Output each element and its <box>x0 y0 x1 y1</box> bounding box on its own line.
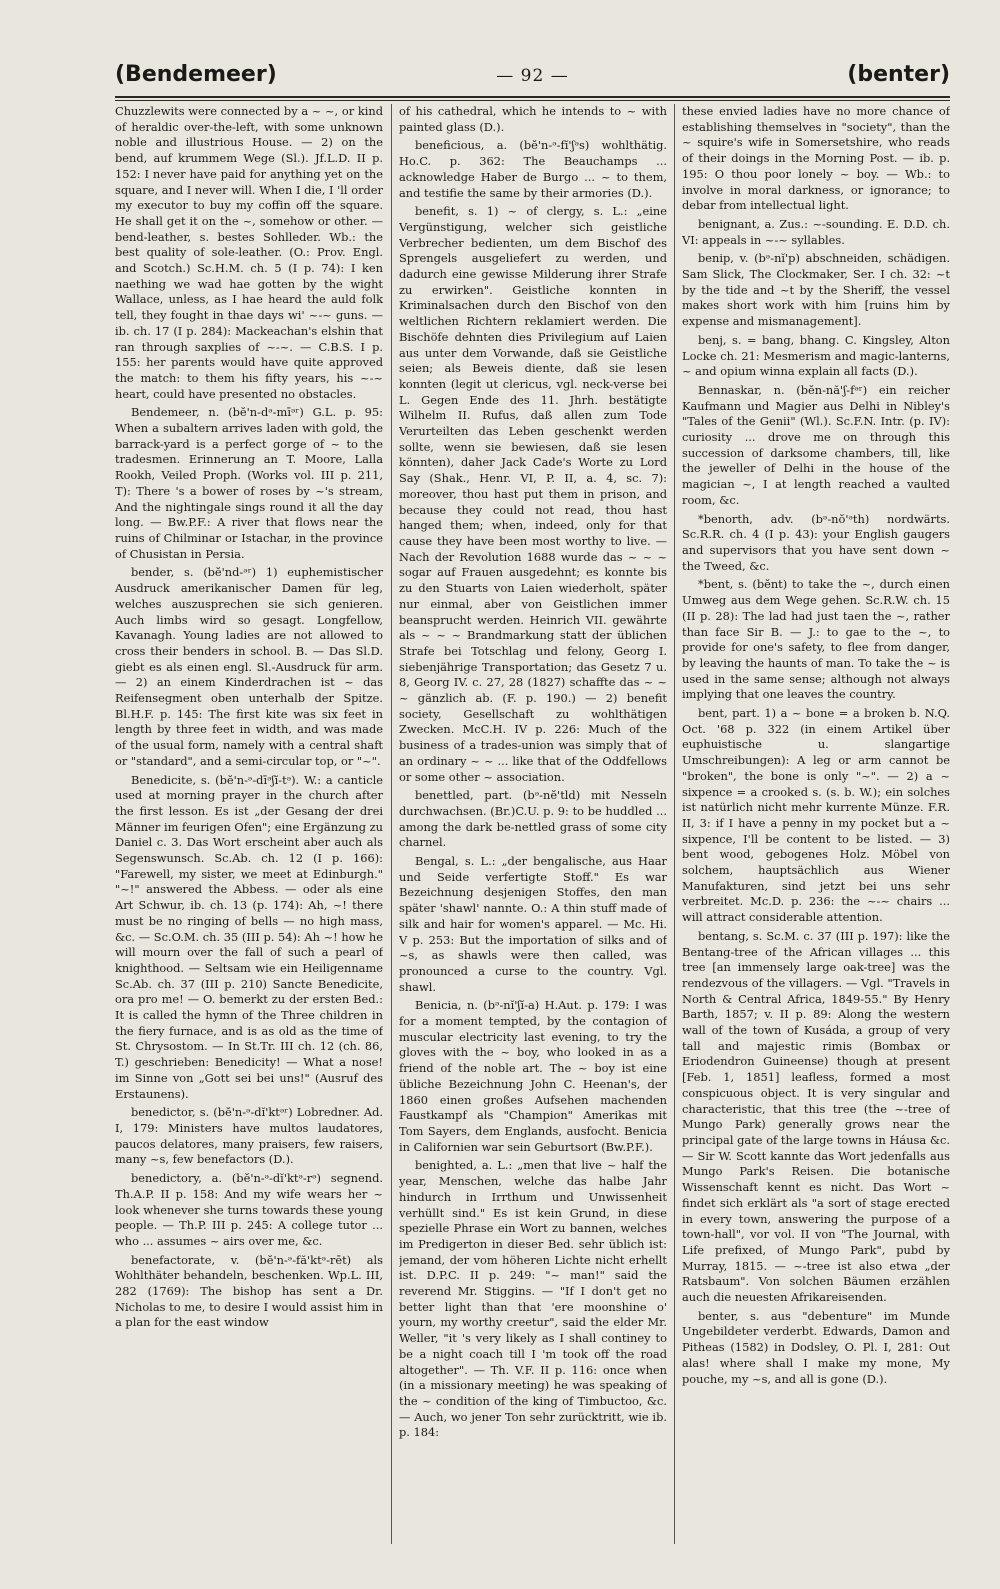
column-3 <box>682 104 950 1544</box>
column-1-entry-3: bender, s. (bĕ'nd-ᵊʳ) 1) euphemistischer Ausdruck amerikanischer Damen für leg, welches auszusprechen sie sich genieren. Auch limbs wird so gesagt. Longfellow, Kavanagh. Young ladies are not allowed to cross their benders in school. B. — Das Sl.D. giebt es als einen engl. Sl.-Ausdruck für arm. — 2) an einem Kinderdrachen ist ~ das Reifensegment oben unterhalb der Spitze. Bl.H.F. p. 145: The first kite was six feet in length by three feet in width, and was made of the usual form, namely with a central shaft or "standard", and a semi-circular top, or "~". <box>115 565 383 768</box>
column-2 <box>399 104 667 1544</box>
header-right-catchword: (benter) <box>847 62 950 87</box>
column-3-entry-8: bent, part. 1) a ~ bone = a broken b. N.Q. Oct. '68 p. 322 (in einem Artikel über euphuistische u. slangartige Umschreibungen): A leg or arm cannot be "broken", the bone is only "~". — 2) a ~ sixpence = a crooked s. (s. b. W.); ein solches ist natürlich nicht mehr kurrente Münze. F.R. II, 3: if I have a penny in my pocket but a ~ sixpence, I'll be content to be listed. — 3) bent wood, gebogenes Holz. Möbel von solchem, hauptsächlich aus Wiener Manufakturen, sind jetzt bei uns sehr verbreitet. Mc.D. p. 236: the ~-~ chairs ... will attract considerable attention. <box>682 706 950 925</box>
column-3-entry-10: benter, s. aus "debenture" im Munde Ungebildeter verderbt. Edwards, Damon and Pitheas (1582) in Dodsley, O. Pl. I, 281: Out alas! where shall I make my mone, My pouche, my ~s, and all is gone (D.). <box>682 1308 950 1386</box>
column-3-entry-9: bentang, s. Sc.M. c. 37 (III p. 197): like the Bentang-tree of the African villages ... this tree [an immensely large oak-tree] was the rendezvous of the villagers. — Vgl. "Travels in North & Central Africa, 1849-55." By Henry Barth, 1857; v. II p. 89: Along the western wall of the town of Kusáda, a group of very tall and majestic rimis (Bombax or Eriodendron Guineense) though at present [Feb. 1, 1851] leafless, formed a most conspicuous object. It is very singular and characteristic, that this tree (the ~-tree of Mungo Park) generally grows near the principal gate of the large towns in Háusa &c. — Sir W. Scott kannte das Wort jedenfalls aus Mungo Park's Reisen. Die botanische Wissenschaft kennt es nicht. Das Wort ~ findet sich erklärt als "a sort of stage erected in every town, answering the purpose of a town-hall", vor vol. II von "The Journal, with Life prefixed, of Mungo Park", pubd by Murray, 1815. — ~-tree ist also etwa „der Ratsbaum". Von solchen Bäumen erzählen auch die neuesten Afrikareisenden. <box>682 928 950 1305</box>
column-2-entry-3: benefit, s. 1) ~ of clergy, s. L.: „eine Vergünstigung, welcher sich geistliche Verbrecher bedienten, um dem Bischof des Sprengels ausgeliefert zu werden, und dadurch eine gewisse Milderung ihrer Strafe zu erwirken". Geistliche konnten in Kriminalsachen durch den Bischof von den weltlichen Richtern reklamiert werden. Die Bischöfe dehnten dies Privilegium auf Laien aus unter dem Vorwande, daß sie Geistliche seien; als Beweis diente, daß sie lesen konnten (legit ut clericus, vgl. neck-verse bei L. Gegen Ende des 11. Jhrh. bestätigte Wilhelm II. Rufus, daß allen zum Tode Verurteilten das Leben geschenkt werden sollte, wenn sie bewiesen, daß sie lesen könnten), daher Jack Cade's Worte zu Lord Say (Shak., Henr. VI, P. II, a. 4, sc. 7): moreover, thou hast put them in prison, and because they could not read, thou hast hanged them; when, indeed, only for that cause they have been most worthy to live. — Nach der Revolution 1688 wurde das ~ ~ ~ sogar auf Frauen ausgedehnt; es konnte bis zu den Stuarts von Laien wiederholt, später nur einmal, aber von Geistlichen immer beansprucht werden. Heinrich VII. gewährte als ~ ~ ~ Brandmarkung statt der üblichen Strafe bei Totschlag und felony, Georg I. siebenjährige Transportation; das Gesetz 7 u. 8, Georg IV. c. 27, 28 (1827) schaffte das ~ ~ ~ gänzlich ab. (F. p. 190.) — 2) benefit society, Gesellschaft zu wohlthätigen Zwecken. McC.H. IV p. 226: Much of the business of a trades-union was simply that of an ordinary ~ ~ ... like that of the Oddfellows or some other ~ association. <box>399 204 667 784</box>
column-2-entry-5: Bengal, s. L.: „der bengalische, aus Haar und Seide verfertigte Stoff." Es war Bezeichnung desjenigen Stoffes, den man später 'shawl' nannte. O.: A thin stuff made of silk and hair for women's apparel. — Mc. Hi. V p. 253: But the importation of silks and of ~s, as shawls were then called, was pronounced a curse to the country. Vgl. shawl. <box>399 854 667 994</box>
text-columns <box>115 104 950 1544</box>
column-3-entry-5: Bennaskar, n. (bĕn-nă'ʃ-fᵊʳ) ein reicher Kaufmann und Magier aus Delhi in Nibley's "Tales of the Genii" (Wl.). Sc.F.N. Intr. (p. IV): curiosity ... drove me on through this succession of darksome chambers, till, like the jeweller of Delhi in the house of the magician ~, I at length reached a vaulted room, &c. <box>682 382 950 507</box>
page-header <box>115 62 950 94</box>
header-rule <box>115 96 950 101</box>
column-1-entry-4: Benedicite, s. (bĕ'n-ᵊ-dīᵊʃĭ-tᵊ). W.: a canticle used at morning prayer in the church after the first lesson. Es ist „der Gesang der drei Männer im feurigen Ofen"; eine Ergänzung zu Daniel c. 3. Das Wort erscheint aber auch als Segenswunsch. Sc.Ab. ch. 12 (I p. 166): "Farewell, my sister, we meet at Edinburgh." "~!" answered the Abbess. — oder als eine Art Schwur, ib. ch. 13 (p. 174): Ah, ~! there must be no ringing of bells — no high mass, &c. — Sc.O.M. ch. 35 (III p. 54): Ah ~! how he will mourn over the fall of such a pearl of knighthood. — Seltsam wie ein Heiligenname Sc.Ab. ch. 37 (III p. 210) Sancte Benedicite, ora pro me! — O. bemerkt zu der ersten Bed.: It is called the hymn of the Three children in the fiery furnace, and is as old as the time of St. Chrysostom. — In St.Tr. III ch. 12 (ch. 86, T.) geschrieben: Benedicity! — What a nose! im Sinne von „Gott sei bei uns!" (Ausruf des Erstaunens). <box>115 772 383 1101</box>
column-3-entry-1: these envied ladies have no more chance of establishing themselves in "society", than the ~ squire's wife in Somersetshire, who reads of their doings in the Morning Post. — ib. p. 195: O thou poor lonely ~ boy. — Wb.: to involve in moral darkness, or ignorance; to debar from intellectual light. <box>682 104 950 213</box>
page-number: — 92 — <box>496 66 569 86</box>
column-1-entry-5: benedictor, s. (bĕ'n-ᵊ-dĭ'ktᵊʳ) Lobredner. Ad. I, 179: Ministers have multos laudatores, paucos delatores, many praisers, few raisers, many ~s, few benefactors (D.). <box>115 1105 383 1167</box>
column-1-entry-7: benefactorate, v. (bĕ'n-ᵊ-fă'ktᵊ-rēt) als Wohlthäter behandeln, beschenken. Wp.L. III, 282 (1769): The bishop has sent a Dr. Nicholas to me, to desire I would assist him in a plan for the east window <box>115 1252 383 1330</box>
column-2-entry-4: benettled, part. (bᵊ-nĕ'tld) mit Nesseln durchwachsen. (Br.)C.U. p. 9: to be huddled ... among the dark be-nettled grass of some city charnel. <box>399 788 667 850</box>
column-3-entry-4: benj, s. = bang, bhang. C. Kingsley, Alton Locke ch. 21: Mesmerism and magic-lanterns, ~ and opium winna explain all facts (D.). <box>682 332 950 379</box>
column-1-entry-6: benedictory, a. (bĕ'n-ᵊ-dĭ'ktᵊ-rᵊ) segnend. Th.A.P. II p. 158: And my wife wears her ~ look whenever she turns towards these young people. — Th.P. III p. 245: A college tutor ... who ... assumes ~ airs over me, &c. <box>115 1171 383 1248</box>
column-3-entry-7: *bent, s. (bĕnt) to take the ~, durch einen Umweg aus dem Wege gehen. Sc.R.W. ch. 15 (II p. 28): The lad had just taen the ~, rather than face Sir B. — J.: to gae to the ~, to provide for one's safety, to flee from danger, by leaving the haunts of man. To take the ~ is used in the same sense; although not always implying that one leaves the country. <box>682 577 950 702</box>
column-2-entry-7: benighted, a. L.: „men that live ~ half the year, Menschen, welche das halbe Jahr hindurch in Irrthum und Unwissenheit verhüllt sind." Es ist kein Grund, in diese spezielle Phrase ein Wort zu bannen, welches im Predigerton in dieser Bed. sehr üblich ist: jemand, der vom höheren Lichte nicht erhellt ist. D.P.C. II p. 249: "~ man!" said the reverend Mr. Stiggins. — "If I don't get no better light than that 'ere moonshine o' yourn, my worthy creetur", said the elder Mr. Weller, "it 's very likely as I shall continey to be a night coach till I 'm took off the road altogether". — Th. V.F. II p. 116: once when (in a missionary meeting) he was speaking of the ~ condition of the king of Timbuctoo, &c. — Auch, wo jener Ton sehr zurücktritt, wie ib. p. 184: <box>399 1158 667 1440</box>
column-1-entry-1: Chuzzlewits were connected by a ~ ~, or kind of heraldic over-the-left, with some unknown noble and illustrious House. — 2) on the bend, auf krummem Wege (Sl.). Jf.L.D. II p. 152: I never have paid for anything yet on the square, and I never will. When I die, I 'll order my executor to buy my coffin off the square. He shall get it on the ~, somehow or other. — bend-leather, s. bestes Sohlleder. Wb.: the best quality of sole-leather. (O.: Prov. Engl. and Scotch.) Sc.H.M. ch. 5 (I p. 74): I ken naething we wad hae gotten by the wight Wallace, unless, as I hae heard the auld folk tell, they fought in thae days wi' ~-~ guns. — ib. ch. 17 (I p. 284): Mackeachan's elshin that ran through saxplies of ~-~. — C.B.S. I p. 155: her parents would have quite approved the match: to them his fifty years, his ~-~ heart, could have presented no obstacles. <box>115 104 383 401</box>
column-2-entry-6: Benicia, n. (bᵊ-nĭ'ʃĭ-a) H.Aut. p. 179: I was for a moment tempted, by the contagion of muscular electricity last evening, to try the gloves with the ~ boy, who looked in as a friend of the noble art. The ~ boy ist eine übliche Bezeichnung John C. Heenan's, der 1860 einen großes Aufsehen machenden Faustkampf als "Champion" Amerikas mit Tom Sayers, dem Englands, ausfocht. Benicia in Californien war sein Geburtsort (Bw.P.F.). <box>399 998 667 1154</box>
column-2-entry-1: of his cathedral, which he intends to ~ with painted glass (D.). <box>399 104 667 134</box>
column-1 <box>115 104 383 1544</box>
column-3-entry-3: benip, v. (bᵊ-nĭ'p) abschneiden, schädigen. Sam Slick, The Clockmaker, Ser. I ch. 32: ~t by the tide and ~t by the Sheriff, the vessel makes short work with him [ruins him by expense and mismanagement]. <box>682 251 950 329</box>
column-3-entry-2: benignant, a. Zus.: ~-sounding. E. D.D. ch. VI: appeals in ~-~ syllables. <box>682 216 950 247</box>
header-left-catchword: (Bendemeer) <box>115 62 277 87</box>
column-divider-1 <box>391 104 392 1544</box>
column-divider-2 <box>674 104 675 1544</box>
column-2-entry-2: beneficious, a. (bĕ'n-ᵊ-fĭ'ʃᵊs) wohlthätig. Ho.C. p. 362: The Beauchamps ... acknowledge Haber de Burgo ... ~ to them, and testifie the same by their armories (D.). <box>399 138 667 200</box>
column-3-entry-6: *benorth, adv. (bᵊ-nŏ'ᵊth) nordwärts. Sc.R.R. ch. 4 (I p. 43): your English gaugers and supervisors that you have sent down ~ the Tweed, &c. <box>682 511 950 573</box>
column-1-entry-2: Bendemeer, n. (bĕ'n-dᵊ-mīᵊʳ) G.L. p. 95: When a subaltern arrives laden with gold, the barrack-yard is a perfect gorge of ~ to the tradesmen. Erinnerung an T. Moore, Lalla Rookh, Veiled Proph. (Works vol. III p. 211, T): There 's a bower of roses by ~'s stream, And the nightingale sings round it all the day long. — Bw.P.F.: A river that flows near the ruins of Chilminar or Istachar, in the province of Chusistan in Persia. <box>115 405 383 561</box>
